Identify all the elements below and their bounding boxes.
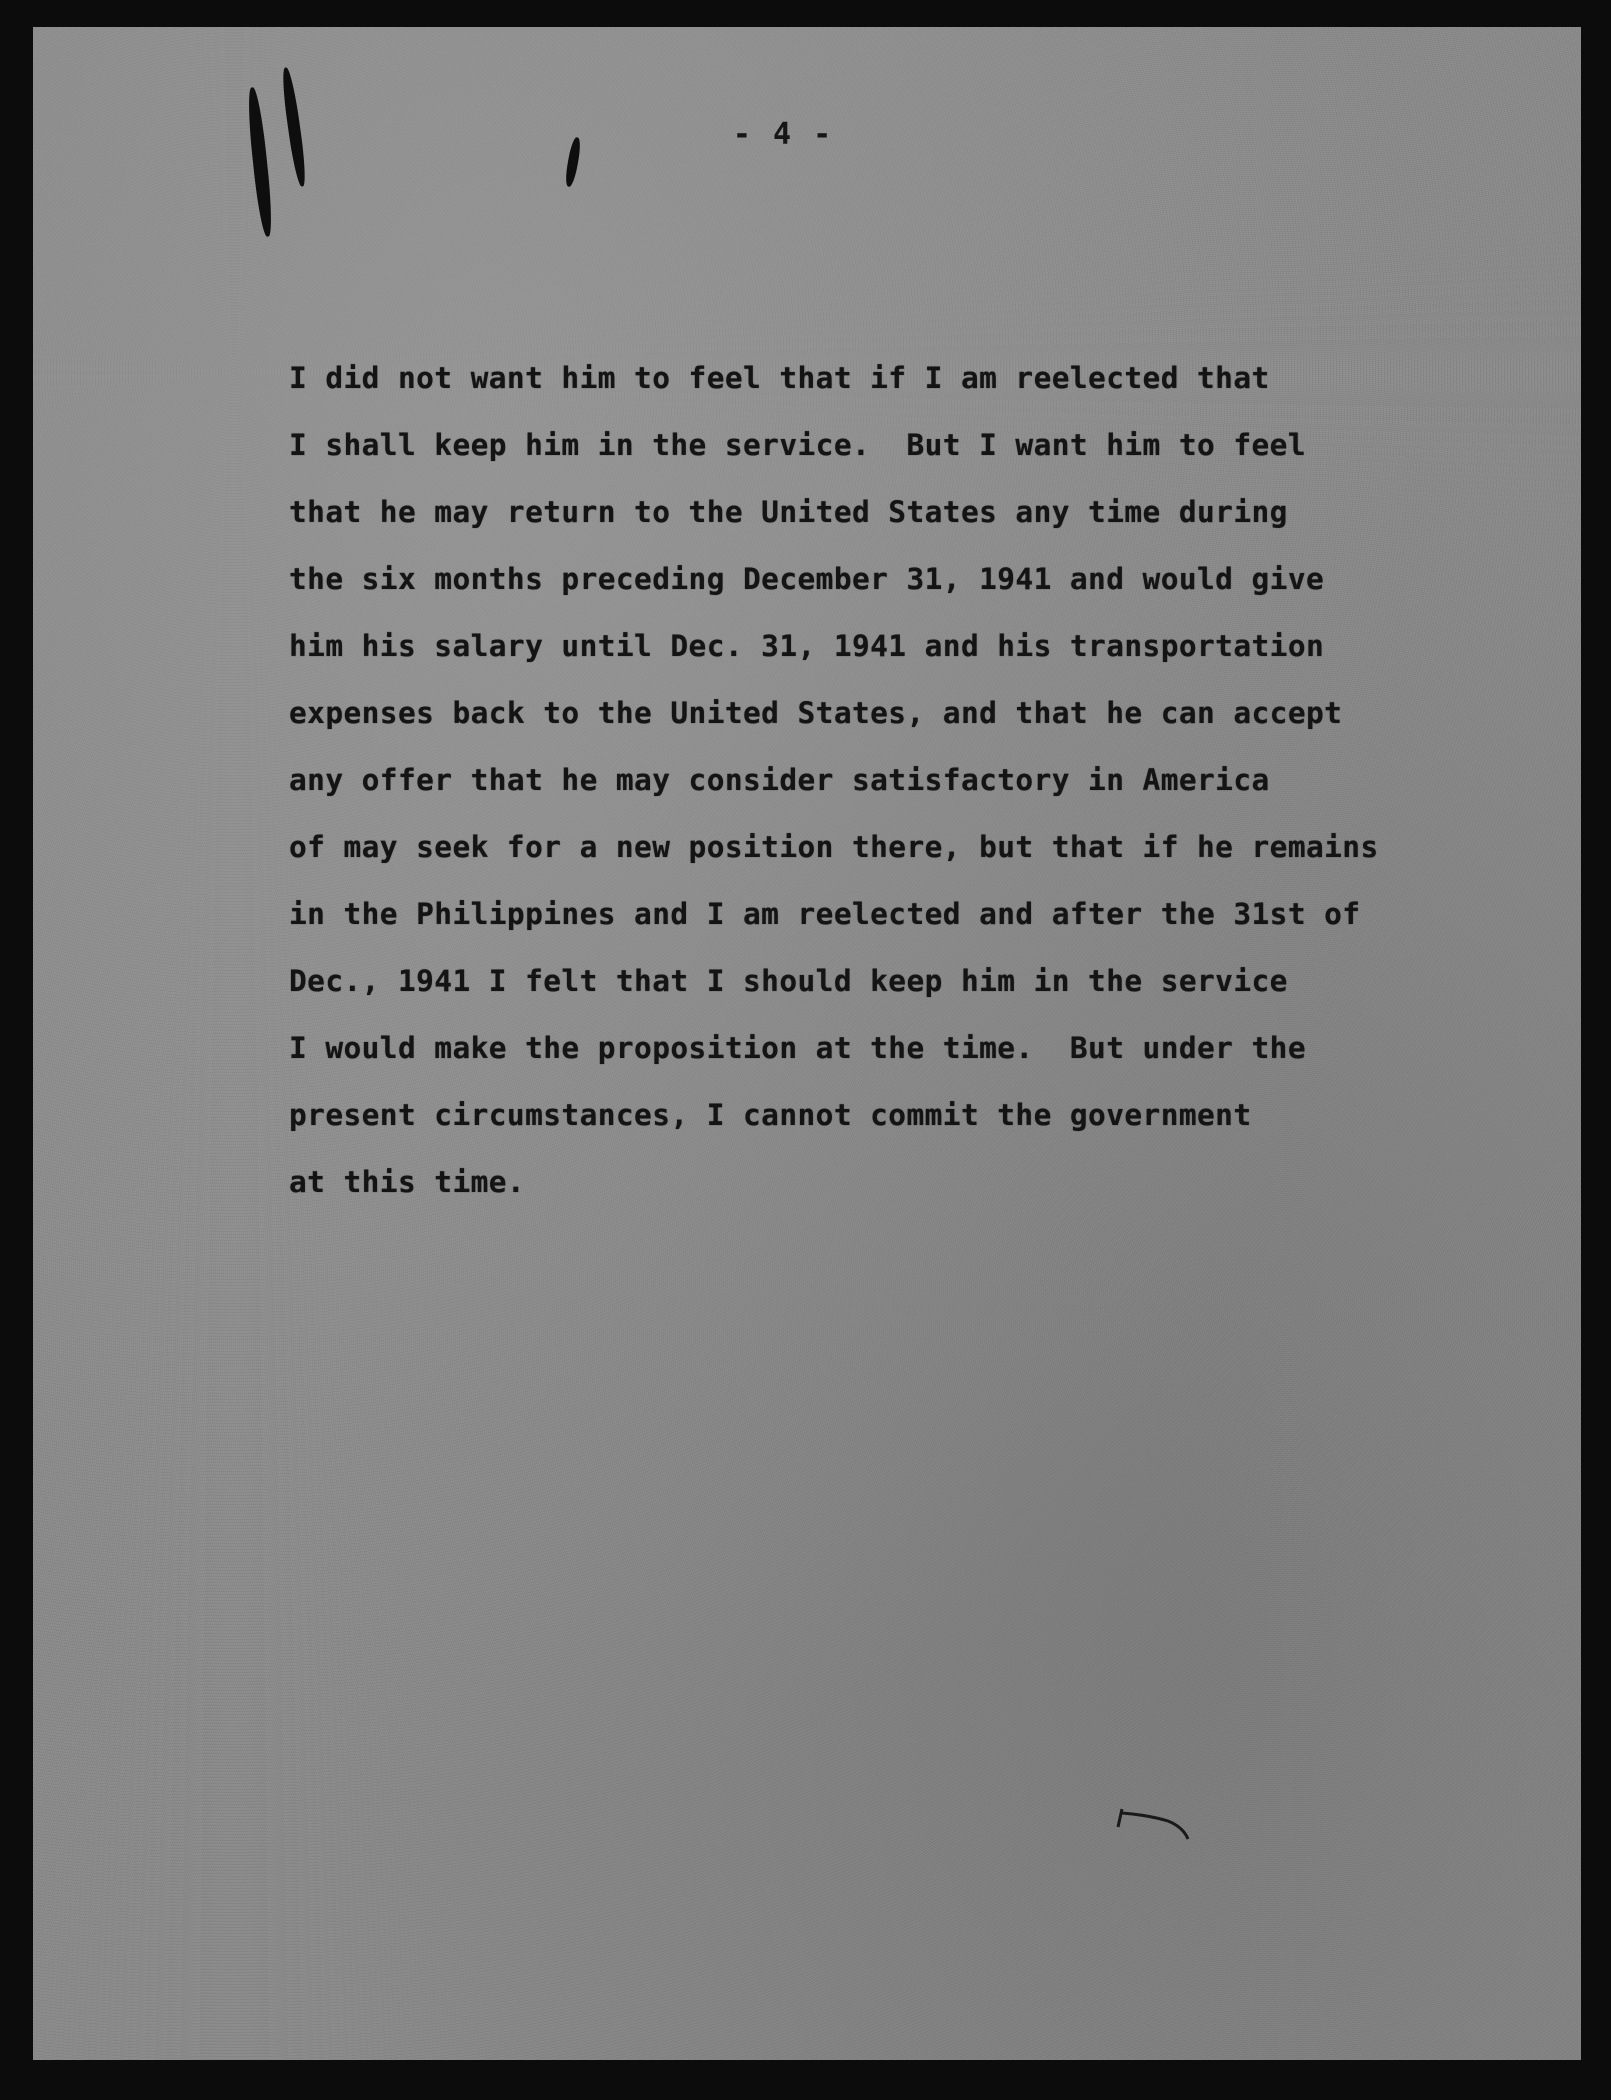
letter-body (289, 345, 1529, 1216)
text-line: Dec., 1941 I felt that I should keep him in the service (289, 964, 1288, 998)
text-line: at this time. (289, 1165, 526, 1199)
text-line: of may seek for a new position there, but that if he remains (289, 830, 1379, 864)
ink-smudge-mark (245, 87, 275, 238)
text-line: I shall keep him in the service. But I want him to feel (289, 428, 1306, 462)
pencil-mark (1108, 1797, 1228, 1857)
text-line: I did not want him to feel that if I am reelected that (289, 361, 1270, 395)
text-line: I would make the proposition at the time. But under the (289, 1031, 1306, 1065)
text-line: in the Philippines and I am reelected and after the 31st of (289, 897, 1361, 931)
text-line: him his salary until Dec. 31, 1941 and his transportation (289, 629, 1325, 663)
text-line: expenses back to the United States, and that he can accept (289, 696, 1343, 730)
text-line: the six months preceding December 31, 1941 and would give (289, 562, 1325, 596)
text-line: present circumstances, I cannot commit the government (289, 1098, 1252, 1132)
text-line: any offer that he may consider satisfactory in America (289, 763, 1270, 797)
page-number: - 4 - (732, 117, 834, 152)
document-page (33, 27, 1581, 2060)
text-line: that he may return to the United States any time during (289, 495, 1288, 529)
